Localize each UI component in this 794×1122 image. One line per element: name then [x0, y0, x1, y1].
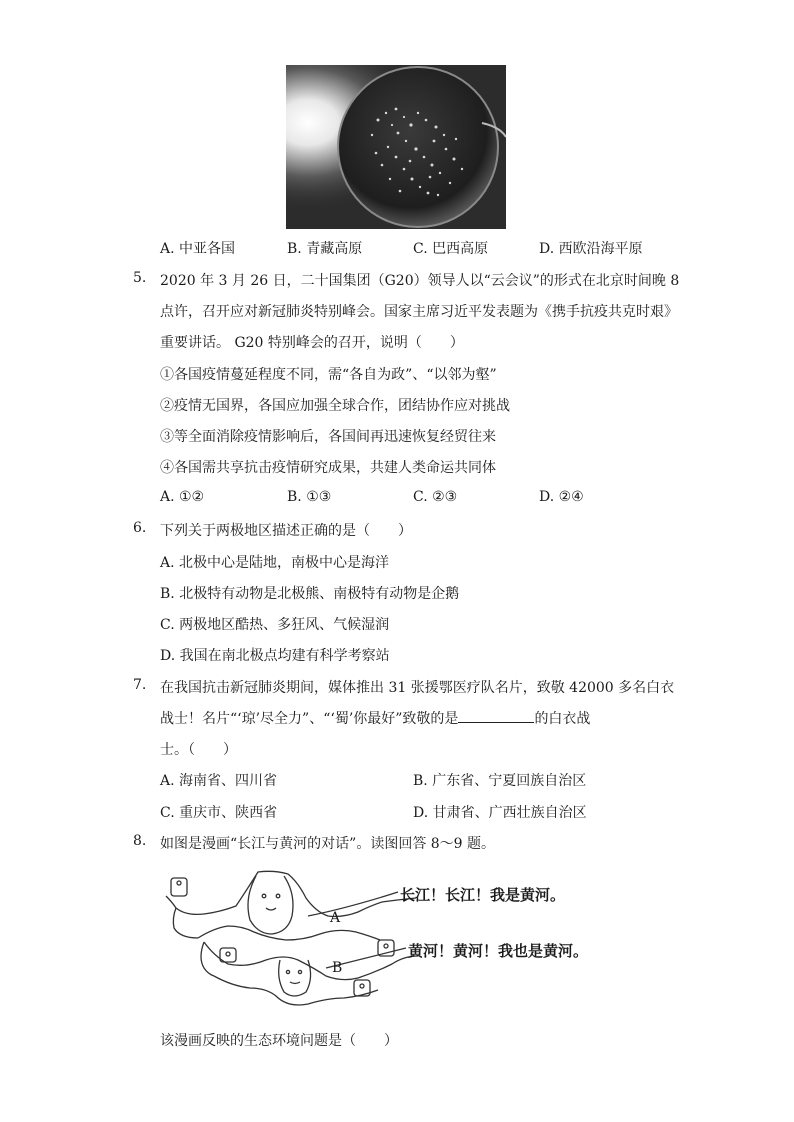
- q7-line-1: 在我国抗击新冠肺炎期间，媒体推出 31 张援鄂医疗队名片，致敬 42000 多名白衣: [160, 680, 675, 696]
- q6-option-c: C. 两极地区酷热、多狂风、气候湿润: [160, 617, 390, 633]
- q7-line-2-after: 的白衣战: [534, 711, 591, 727]
- q5-line-2: 点许，召开应对新冠肺炎特别峰会。国家主席习近平发表题为《携手抗疫共克时艰》: [160, 304, 678, 320]
- q5-statement-4: ④各国需共享抗击疫情研究成果，共建人类命运共同体: [160, 460, 496, 476]
- q5-line-1: 2020 年 3 月 26 日，二十国集团（G20）领导人以“云会议”的形式在北京时间晚 8: [160, 273, 680, 289]
- q7-line-2: [160, 708, 590, 728]
- q7-option-c: C. 重庆市、陕西省: [160, 805, 278, 821]
- q7-option-b: B. 广东省、宁夏回族自治区: [413, 773, 587, 789]
- q6-option-a: A. 北极中心是陆地，南极中心是海洋: [160, 555, 390, 571]
- q6-number: 6.: [133, 520, 147, 536]
- q7-option-a: A. 海南省、四川省: [160, 773, 278, 789]
- q7-option-d: D. 甘肃省、广西壮族自治区: [413, 805, 587, 821]
- q7-number: 7.: [133, 677, 147, 693]
- q5-option-c: C. ②③: [413, 489, 458, 505]
- earth-night-image: [286, 65, 506, 229]
- q4-option-d: D. 西欧沿海平原: [539, 241, 643, 257]
- q7-line-3: 士。（ ）: [160, 742, 237, 758]
- q7-line-2-before: 战士！名片“‘琼’尽全力”、“‘蜀’你最好”致敬的是: [160, 711, 459, 727]
- q5-statement-3: ③等全面消除疫情影响后，各国间再迅速恢复经贸往来: [160, 429, 496, 445]
- q5-option-b: B. ①③: [287, 489, 332, 505]
- q7-answer-blank: [458, 708, 534, 723]
- q6-option-b: B. 北极特有动物是北极熊、南极特有动物是企鹅: [160, 586, 460, 602]
- q5-option-a: A. ①②: [160, 489, 205, 505]
- q5-statement-2: ②疫情无国界，各国应加强全球合作，团结协作应对挑战: [160, 398, 510, 414]
- earth-night-svg: [286, 65, 506, 229]
- cartoon-label-b: B: [332, 960, 343, 976]
- q5-line-3: 重要讲话。 G20 特别峰会的召开，说明（ ）: [160, 335, 464, 351]
- q6-option-d: D. 我国在南北极点均建有科学考察站: [160, 648, 390, 664]
- cartoon-speech-a: 长江！长江！我是黄河。: [400, 886, 566, 904]
- q4-option-c: C. 巴西高原: [413, 241, 489, 257]
- q5-option-d: D. ②④: [539, 489, 584, 505]
- q8-stem: 如图是漫画“长江与黄河的对话”。读图回答 8～9 题。: [160, 836, 496, 852]
- q5-number: 5.: [133, 270, 147, 286]
- q8-followup: 该漫画反映的生态环境问题是（ ）: [160, 1033, 398, 1049]
- q8-number: 8.: [133, 833, 147, 849]
- q4-option-b: B. 青藏高原: [287, 241, 363, 257]
- q6-stem: 下列关于两极地区描述正确的是（ ）: [160, 523, 412, 539]
- q5-statement-1: ①各国疫情蔓延程度不同，需“各自为政”、“以邻为壑”: [160, 367, 497, 383]
- river-dialogue-cartoon: [158, 868, 618, 1020]
- cartoon-label-a: A: [330, 910, 341, 926]
- cartoon-speech-b: 黄河！黄河！我也是黄河。: [408, 942, 589, 960]
- q4-option-a: A. 中亚各国: [160, 241, 236, 257]
